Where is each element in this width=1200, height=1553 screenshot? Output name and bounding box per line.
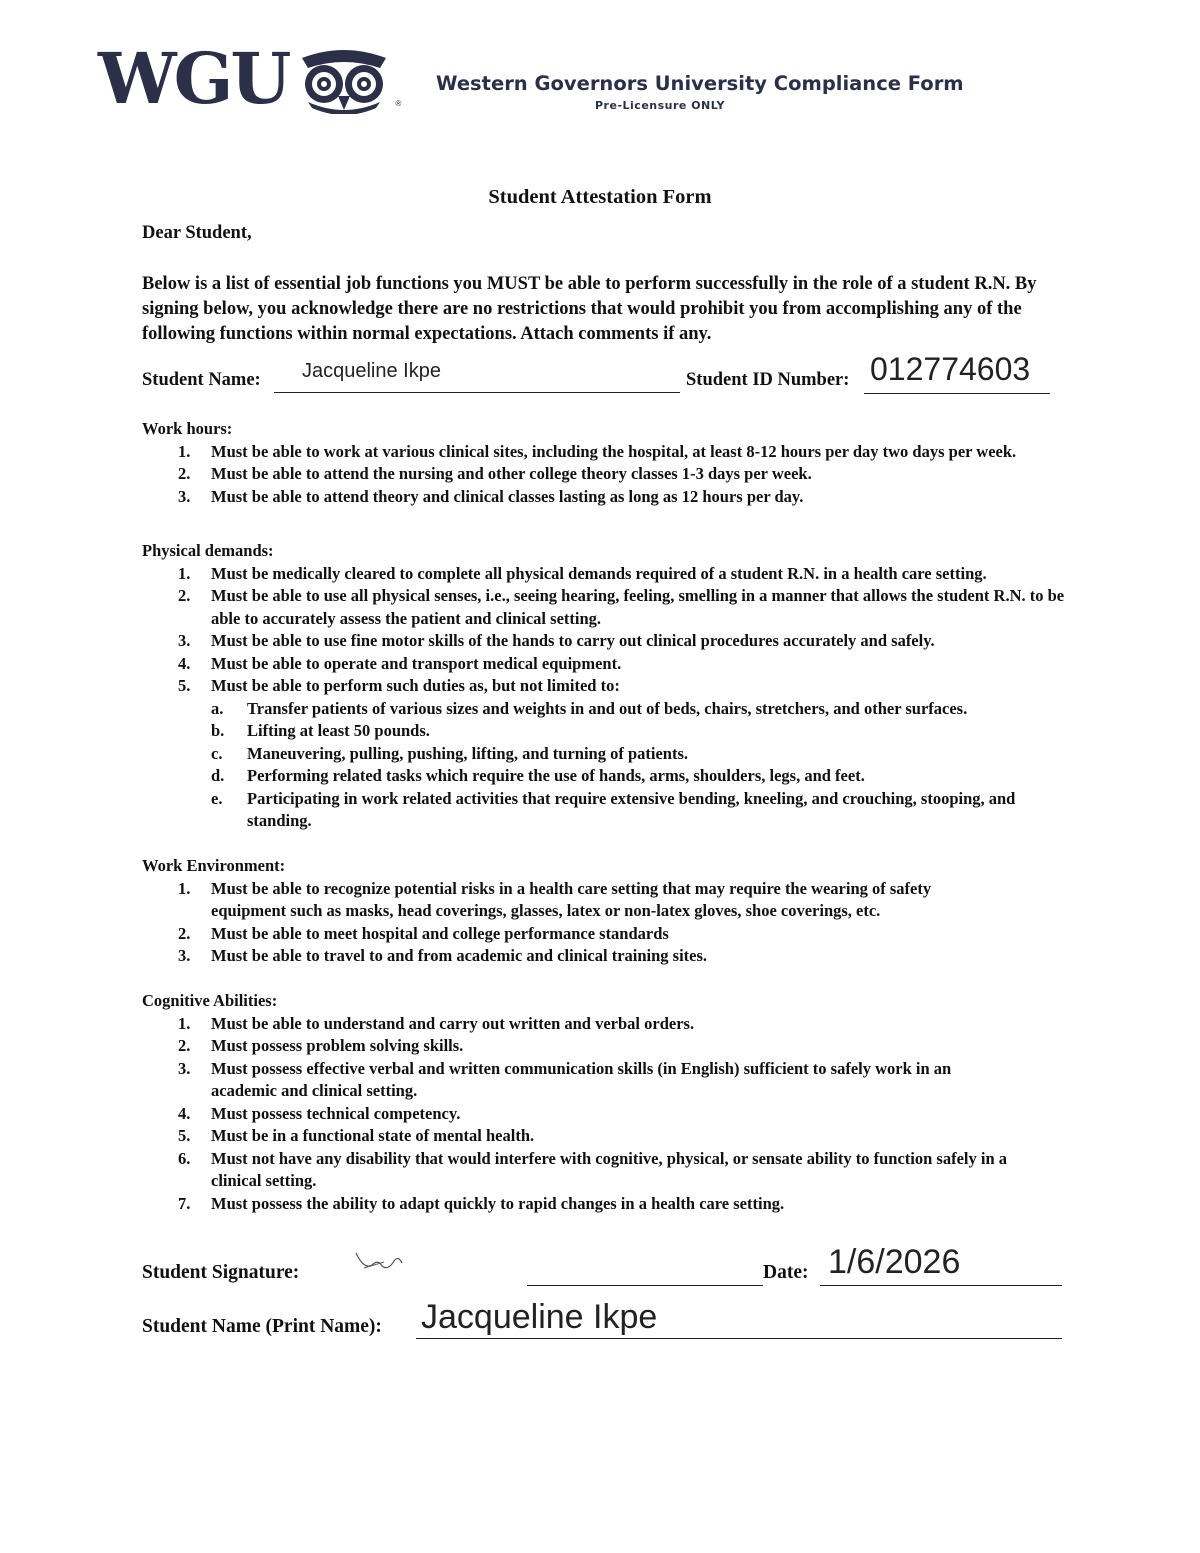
signature-label: Student Signature: <box>142 1262 300 1283</box>
list-item: 3. Must be able to travel to and from academic and clinical training sites. <box>178 946 708 965</box>
list-item: 3. Must be able to use fine motor skills of the hands to carry out clinical procedures accurately and safely. <box>178 631 935 650</box>
student-id-value: 012774603 <box>870 351 1031 387</box>
registered-mark: ® <box>395 99 402 108</box>
date-value: 1/6/2026 <box>828 1243 961 1281</box>
list-item: 7. Must possess the ability to adapt quickly to rapid changes in a health care setting. <box>178 1193 785 1213</box>
section-heading: Cognitive Abilities: <box>142 991 278 1010</box>
list-item: 2. Must be able to meet hospital and college performance standards <box>178 923 669 943</box>
sub-list-item: b. Lifting at least 50 pounds. <box>211 721 430 740</box>
list-item: 3. Must possess effective verbal and written communication skills (in English) sufficient to safely work in an academic and clinical setting. <box>178 1058 952 1100</box>
logo-wordmark: WGU <box>98 37 289 120</box>
print-name-field[interactable] <box>416 1298 1062 1339</box>
intro-paragraph: Below is a list of essential job functions you MUST be able to perform successfully in the role of a student R.N. By signing below, you acknowledge there are no restrictions that would prohibit you from accomplishing any of the following functions within normal expectations. Attach comments if any. <box>142 274 1037 344</box>
section-work-hours <box>142 418 1062 508</box>
date-field[interactable] <box>820 1243 1062 1286</box>
form-title: Student Attestation Form <box>488 186 712 208</box>
section-work-environment <box>142 855 972 968</box>
list-item: 4. Must possess technical competency. <box>178 1103 461 1123</box>
salutation: Dear Student, <box>142 223 252 243</box>
list-item: 2. Must be able to use all physical senses, i.e., seeing hearing, feeling, smelling in a manner that allows the student R.N. to be able to accurately assess the patient and clinical setting. <box>178 586 1065 628</box>
section-heading: Physical demands: <box>142 541 274 560</box>
list-item: 3. Must be able to attend theory and clinical classes lasting as long as 12 hours per day. <box>178 486 804 506</box>
print-name-label: Student Name (Print Name): <box>142 1316 382 1337</box>
section-physical-demands <box>142 540 1077 833</box>
section-cognitive-abilities <box>142 990 1012 1215</box>
list-item: 1. Must be medically cleared to complete all physical demands required of a student R.N. in a health care setting. <box>178 563 987 583</box>
student-name-field[interactable] <box>274 360 680 393</box>
list-item: 1. Must be able to understand and carry out written and verbal orders. <box>178 1013 695 1033</box>
list-item: 6. Must not have any disability that would interfere with cognitive, physical, or sensate ability to function safely in a clinical setting. <box>178 1148 1007 1190</box>
wgu-logo <box>98 37 402 120</box>
print-name-value: Jacqueline Ikpe <box>421 1298 658 1336</box>
student-id-field[interactable] <box>864 351 1050 394</box>
signature-scribble-icon <box>354 1250 404 1276</box>
student-name-label: Student Name: <box>142 370 261 390</box>
student-id-label: Student ID Number: <box>686 370 850 390</box>
owl-logo-icon <box>294 44 394 114</box>
header-subtitle: Pre-Licensure ONLY <box>595 99 726 112</box>
list-item: 5. Must be in a functional state of mental health. <box>178 1126 535 1145</box>
section-heading: Work Environment: <box>142 856 286 875</box>
list-item: 1. Must be able to recognize potential risks in a health care setting that may require the wearing of safety equipment such as masks, head coverings, glasses, latex or non-latex gloves, shoe coverings, etc. <box>178 878 932 920</box>
header-title: Western Governors University Compliance Form <box>436 72 964 95</box>
list-item: 2. Must possess problem solving skills. <box>178 1036 464 1055</box>
section-heading: Work hours: <box>142 419 233 438</box>
student-name-value: Jacqueline Ikpe <box>302 360 441 382</box>
list-item: 5. Must be able to perform such duties as, but not limited to: <box>178 676 620 695</box>
sub-list-item: e. Participating in work related activities that require extensive bending, kneeling, and crouching, stooping, and standing. <box>211 788 1016 830</box>
date-label: Date: <box>763 1262 809 1283</box>
sub-list-item: d. Performing related tasks which require the use of hands, arms, shoulders, legs, and feet. <box>211 766 865 785</box>
list-item: 1. Must be able to work at various clinical sites, including the hospital, at least 8-12 hours per day two days per week. <box>178 441 1017 461</box>
sub-list-item: c. Maneuvering, pulling, pushing, lifting, and turning of patients. <box>211 743 689 763</box>
sub-list-item: a. Transfer patients of various sizes and weights in and out of beds, chairs, stretchers, and other surfaces. <box>211 698 968 718</box>
list-item: 4. Must be able to operate and transport medical equipment. <box>178 653 622 673</box>
signature-field[interactable] <box>527 1259 763 1286</box>
list-item: 2. Must be able to attend the nursing and other college theory classes 1-3 days per week. <box>178 464 812 483</box>
